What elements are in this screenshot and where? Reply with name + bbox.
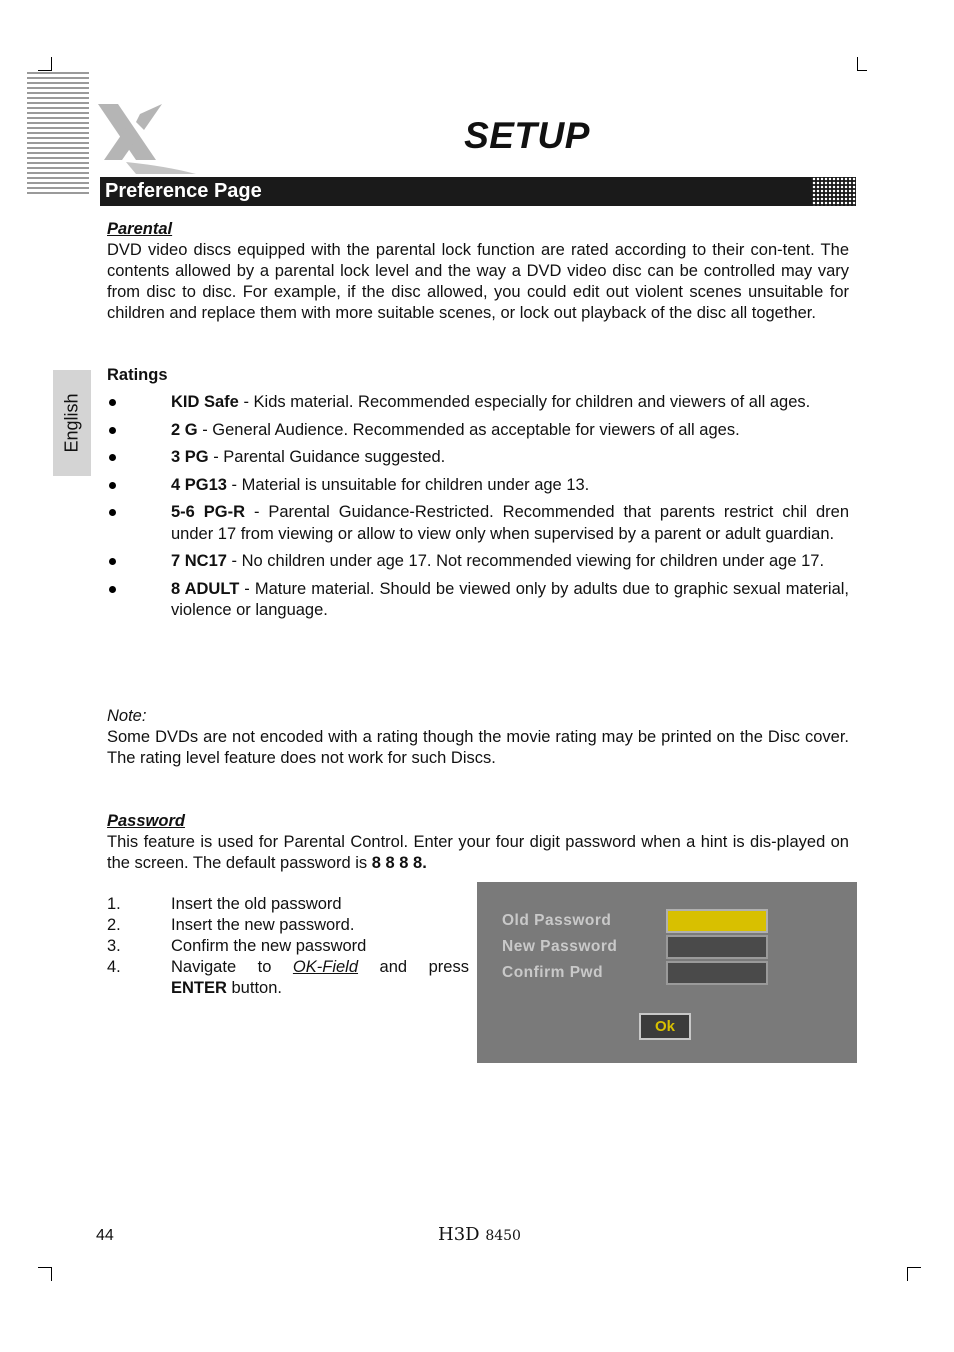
step-text: Insert the new password. [171, 916, 355, 934]
ratings-list [107, 392, 849, 628]
step-item [107, 936, 469, 957]
password-section [107, 811, 849, 874]
bullet-icon [109, 482, 116, 489]
bullet-icon [109, 558, 116, 565]
step-item [107, 957, 469, 999]
rating-code: 2 G [171, 420, 198, 439]
old-password-label: Old Password [502, 912, 612, 929]
rating-code: 5-6 PG-R [171, 503, 246, 521]
password-osd-screenshot [477, 882, 857, 1063]
step-number: 3. [107, 937, 121, 955]
bullet-icon [109, 586, 116, 593]
bullet-icon [109, 399, 116, 406]
section-header-bar [100, 177, 856, 206]
ratings-heading: Ratings [107, 366, 168, 384]
rating-code: 3 PG [171, 448, 209, 466]
rating-text: - Material is unsuitable for children under age 13. [226, 475, 590, 494]
model-prefix: H3D [438, 1224, 480, 1245]
note-section [107, 706, 849, 769]
rating-item [107, 579, 849, 622]
rating-code: KID Safe [171, 393, 239, 411]
parental-heading: Parental [107, 220, 173, 238]
rating-code: 7 NC17 [171, 552, 227, 570]
password-steps [107, 894, 469, 999]
model-name [438, 1224, 521, 1245]
ratings-heading-block [107, 365, 849, 386]
step-text-line [171, 957, 469, 978]
step-word: button. [226, 979, 282, 997]
step-number: 2. [107, 916, 121, 934]
note-label: Note: [107, 707, 147, 725]
rating-item [107, 551, 849, 573]
rating-code: 4 PG13 [171, 475, 227, 494]
rating-code: 8 ADULT [171, 579, 240, 598]
step-word: to [257, 958, 272, 976]
crop-mark-bottom-left [38, 1267, 52, 1281]
ok-field-reference: OK-Field [292, 958, 359, 976]
crop-mark-top-right [857, 57, 867, 71]
confirm-password-label: Confirm Pwd [502, 964, 604, 981]
default-password: 8 8 8 8. [371, 854, 427, 872]
step-text: Insert the old password [171, 895, 342, 913]
password-heading: Password [107, 812, 185, 830]
step-item [107, 915, 469, 936]
rating-item [107, 420, 849, 442]
new-password-label: New Password [502, 938, 618, 955]
step-word: and [379, 958, 408, 976]
crop-mark-bottom-right [907, 1267, 921, 1281]
rating-text: - Kids material. Recommended especially for children and viewers of all ages. [238, 393, 811, 411]
language-tab-label: English [61, 393, 82, 453]
bullet-icon [109, 509, 116, 516]
parental-body: DVD video discs equipped with the parental lock function are rated according to their con-tent. The contents allowed by a parental lock level and the way a DVD video disc can be controlled may vary from disc to disc. For example, if the disc allowed, you could edit out violent scenes unsuitable for children and replace them with more suitable scenes, or lock out playback of the disc all together. [107, 241, 849, 322]
confirm-password-field[interactable] [666, 961, 768, 985]
rating-text: - Mature material. Should be viewed only by adults due to graphic sexual material, violence or language. [171, 579, 849, 619]
model-number: 8450 [485, 1228, 521, 1244]
rating-text: - Parental Guidance suggested. [208, 448, 446, 466]
enter-key-label: ENTER [171, 979, 227, 997]
halftone-dots-decoration [812, 177, 856, 206]
bullet-icon [109, 427, 116, 434]
parental-section [107, 219, 849, 324]
language-tab [53, 370, 91, 476]
rating-item [107, 502, 849, 545]
step-text: Confirm the new password [171, 937, 367, 955]
section-title: Preference Page [105, 180, 262, 202]
password-body [107, 832, 849, 874]
step-word: press [428, 958, 469, 976]
step-item [107, 894, 469, 915]
rating-item [107, 447, 849, 469]
rating-item [107, 475, 849, 497]
old-password-field[interactable] [666, 909, 768, 933]
new-password-field[interactable] [666, 935, 768, 959]
step-text-line [171, 978, 469, 999]
step-number: 4. [107, 958, 121, 976]
step-word: Navigate [171, 958, 237, 976]
page-title: SETUP [464, 115, 590, 156]
step-number: 1. [107, 895, 121, 913]
rating-text: - Parental Guidance-Restricted. Recommended that parents restrict chil dren under 17 from viewing or allow to view only when supervised by a parent or adult guardian. [171, 503, 849, 543]
ok-button[interactable]: Ok [639, 1013, 691, 1040]
bullet-icon [109, 454, 116, 461]
rating-text: - No children under age 17. Not recommended viewing for children under age 17. [226, 552, 825, 570]
note-body: Some DVDs are not encoded with a rating though the movie rating may be printed on the Disc cover. The rating level feature does not work for such Discs. [107, 728, 849, 767]
rating-text: - General Audience. Recommended as acceptable for viewers of all ages. [197, 420, 740, 439]
crop-mark-top-left [38, 57, 52, 71]
password-body-text: This feature is used for Parental Control. Enter your four digit password when a hint is dis-played on the screen. The default password is [107, 833, 849, 872]
rating-item [107, 392, 849, 414]
page-number: 44 [96, 1227, 114, 1244]
